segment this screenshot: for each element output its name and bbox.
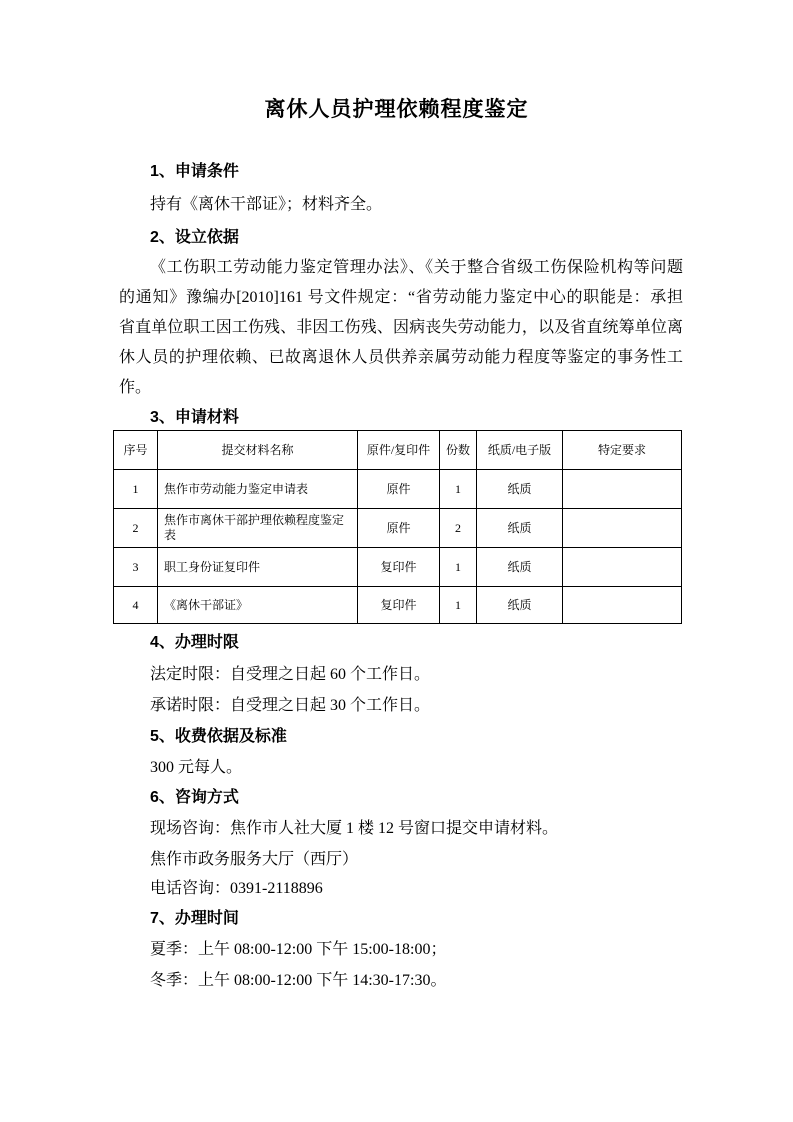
- promised-time-limit: 承诺时限：自受理之日起 30 个工作日。: [150, 697, 431, 714]
- table-row: [114, 548, 682, 587]
- paragraph-line: 休人员的护理依赖、已故离退休人员供养亲属劳动能力程度等鉴定的事务性工: [119, 349, 683, 366]
- table-cell: 纸质: [477, 587, 563, 624]
- paragraph-line: 《工伤职工劳动能力鉴定管理办法》、《关于整合省级工伤保险机构等问题: [150, 259, 683, 276]
- application-conditions-text: 持有《离休干部证》；材料齐全。: [150, 196, 383, 213]
- table-cell: 纸质: [477, 470, 563, 509]
- table-cell-empty: [563, 587, 682, 624]
- table-cell: 2: [114, 509, 158, 548]
- table-cell: 1: [440, 587, 477, 624]
- section-heading-legal-basis: 2、设立依据: [150, 229, 239, 246]
- table-header-cell: 提交材料名称: [158, 431, 358, 470]
- table-cell: 1: [114, 470, 158, 509]
- table-cell: 原件: [358, 509, 440, 548]
- table-cell-empty: [563, 548, 682, 587]
- table-cell: 《离休干部证》: [158, 587, 358, 624]
- table-cell: 原件: [358, 470, 440, 509]
- table-cell: 焦作市离休干部护理依赖程度鉴定表: [158, 509, 358, 548]
- onsite-consultation: 现场咨询：焦作市人社大厦 1 楼 12 号窗口提交申请材料。: [150, 820, 559, 837]
- table-cell: 复印件: [358, 587, 440, 624]
- section-heading-consultation: 6、咨询方式: [150, 789, 239, 806]
- table-cell: 纸质: [477, 548, 563, 587]
- table-cell: 职工身份证复印件: [158, 548, 358, 587]
- materials-table: [113, 430, 681, 624]
- table-header-cell: 序号: [114, 431, 158, 470]
- statutory-time-limit: 法定时限：自受理之日起 60 个工作日。: [150, 666, 431, 683]
- table-cell: 3: [114, 548, 158, 587]
- table-header-cell: 原件/复印件: [358, 431, 440, 470]
- section-heading-time-limit: 4、办理时限: [150, 634, 239, 651]
- table-header-cell: 纸质/电子版: [477, 431, 563, 470]
- table-row: [114, 509, 682, 548]
- table-header-row: [114, 431, 682, 470]
- table-cell: 4: [114, 587, 158, 624]
- section-heading-fees: 5、收费依据及标准: [150, 728, 287, 745]
- table-header-cell: 份数: [440, 431, 477, 470]
- legal-basis-paragraph: [119, 253, 683, 403]
- table-row: [114, 587, 682, 624]
- table-header-cell: 特定要求: [563, 431, 682, 470]
- fee-text: 300 元每人。: [150, 759, 243, 776]
- table-row: [114, 470, 682, 509]
- summer-hours: 夏季：上午 08:00-12:00 下午 15:00-18:00；: [150, 941, 447, 958]
- paragraph-line: 省直单位职工因工伤残、非因工伤残、因病丧失劳动能力，以及省直统筹单位离: [119, 319, 683, 336]
- table-cell: 1: [440, 548, 477, 587]
- paragraph-line: 的通知》豫编办[2010]161 号文件规定：“省劳动能力鉴定中心的职能是：承担: [119, 289, 683, 306]
- table-cell-empty: [563, 470, 682, 509]
- table-cell: 焦作市劳动能力鉴定申请表: [158, 470, 358, 509]
- phone-consultation: 电话咨询：0391-2118896: [150, 880, 323, 897]
- document-title: 离休人员护理依赖程度鉴定: [264, 98, 529, 121]
- table-cell-empty: [563, 509, 682, 548]
- section-heading-application-conditions: 1、申请条件: [150, 163, 239, 180]
- table-cell: 纸质: [477, 509, 563, 548]
- winter-hours: 冬季：上午 08:00-12:00 下午 14:30-17:30。: [150, 972, 447, 989]
- section-heading-office-hours: 7、办理时间: [150, 910, 239, 927]
- table-cell: 2: [440, 509, 477, 548]
- table-cell: 1: [440, 470, 477, 509]
- service-hall: 焦作市政务服务大厅（西厅）: [150, 851, 359, 868]
- section-heading-materials: 3、申请材料: [150, 409, 239, 426]
- table-cell: 复印件: [358, 548, 440, 587]
- paragraph-line: 作。: [119, 379, 152, 396]
